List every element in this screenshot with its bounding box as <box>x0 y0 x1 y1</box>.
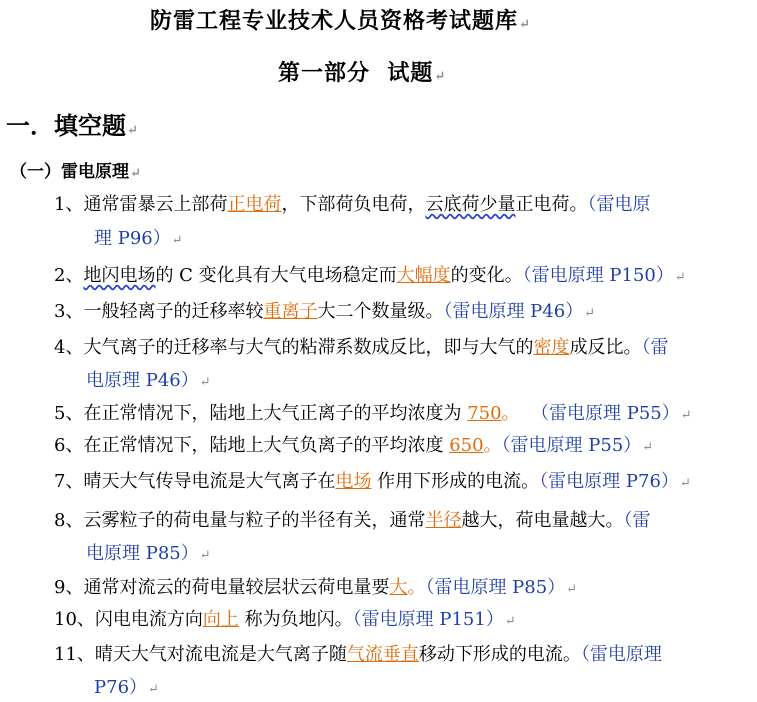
paragraph-mark: ↵ <box>642 440 654 455</box>
spellcheck-underline: 云底荷少量 <box>425 194 516 215</box>
reference: 电原理 P46） <box>86 370 199 391</box>
reference: （雷 <box>641 337 669 358</box>
answer: 电场 <box>335 471 372 492</box>
reference: 电原理 P85） <box>86 543 199 564</box>
answer: 气流垂直 <box>346 644 419 665</box>
question-4-cont <box>86 369 211 395</box>
paragraph-mark: ↵ <box>130 166 141 181</box>
reference: （雷 <box>623 510 651 531</box>
question-6: 6、在正常情况下，陆地上大气负离子的平均浓度 650。（雷电原理 P55）↵ <box>54 435 654 456</box>
reference: （雷电原理 <box>580 644 662 665</box>
paragraph-mark: ↵ <box>148 682 159 697</box>
paragraph-mark: ↵ <box>566 582 578 597</box>
question-10: 10、闪电电流方向向上 称为负地闪。（雷电原理 P151）↵ <box>54 609 516 630</box>
reference: （雷电原理 P55） <box>531 403 680 424</box>
paragraph-mark: ↵ <box>171 233 183 248</box>
answer: 大 <box>389 577 408 598</box>
question-4: 4、大气离子的迁移率与大气的粘滞系数成反比，即与大气的密度成反比。（雷 <box>54 337 669 358</box>
paragraph-mark: ↵ <box>504 614 516 629</box>
question-7: 7、晴天大气传导电流是大气离子在电场 作用下形成的电流。（雷电原理 P76）↵ <box>54 471 691 492</box>
answer: 大幅度 <box>396 265 451 286</box>
reference: 理 P96） <box>94 228 171 249</box>
paragraph-mark: ↵ <box>199 548 211 563</box>
paragraph-mark: ↵ <box>199 375 211 390</box>
question-8-cont <box>86 542 211 568</box>
reference: （雷电原理 P151） <box>352 609 504 630</box>
paragraph-mark: ↵ <box>434 69 447 84</box>
paragraph-mark: ↵ <box>679 476 691 491</box>
document-title: 防雷工程专业技术人员资格考试题库↵ <box>150 8 531 34</box>
question-11: 11、晴天大气对流电流是大气离子随气流垂直移动下形成的电流。（雷电原理 <box>54 644 662 665</box>
question-9: 9、通常对流云的荷电量较层状云荷电量要大。（雷电原理 P85）↵ <box>54 577 578 598</box>
paragraph-mark: ↵ <box>519 17 531 32</box>
answer: 向上 <box>202 609 239 630</box>
paragraph-mark: ↵ <box>127 123 138 138</box>
answer: 半径 <box>425 510 462 531</box>
question-11-cont <box>94 676 159 702</box>
paragraph-mark: ↵ <box>584 306 596 321</box>
section-heading: 一．填空题↵ <box>6 111 138 140</box>
paragraph-mark: ↵ <box>674 270 686 285</box>
question-8: 8、云雾粒子的荷电量与粒子的半径有关，通常半径越大，荷电量越大。（雷 <box>54 510 651 531</box>
question-1: 1、通常雷暴云上部荷正电荷，下部荷负电荷，云底荷少量正电荷。（雷电原 <box>54 194 651 215</box>
subsection-heading: （一）雷电原理↵ <box>10 162 141 182</box>
paragraph-mark: ↵ <box>680 408 692 423</box>
answer: 750 <box>467 403 502 424</box>
question-3: 3、一般轻离子的迁移率较重离子大二个数量级。（雷电原理 P46）↵ <box>54 301 596 322</box>
answer: 正电荷 <box>227 194 282 215</box>
answer: 650 <box>449 435 484 456</box>
question-1-cont <box>94 227 183 253</box>
answer: 重离子 <box>263 301 318 322</box>
question-2: 2、地闪电场的 C 变化具有大气电场稳定而大幅度的变化。（雷电原理 P150）↵ <box>54 265 686 286</box>
reference: （雷电原理 P150） <box>522 265 674 286</box>
question-5: 5、在正常情况下，陆地上大气正离子的平均浓度为 750。 （雷电原理 P55）↵ <box>54 403 692 424</box>
reference: （雷电原理 P85） <box>425 577 566 598</box>
reference: （雷电原理 P46） <box>443 301 584 322</box>
answer: 密度 <box>533 337 570 358</box>
reference: （雷电原 <box>587 194 651 215</box>
part-heading: 第一部分 试题↵ <box>278 60 447 86</box>
reference: P76） <box>94 677 148 698</box>
spellcheck-underline: 地闪电场 <box>83 265 156 286</box>
reference: （雷电原理 P55） <box>501 435 642 456</box>
reference: （雷电原理 P76） <box>539 471 679 492</box>
